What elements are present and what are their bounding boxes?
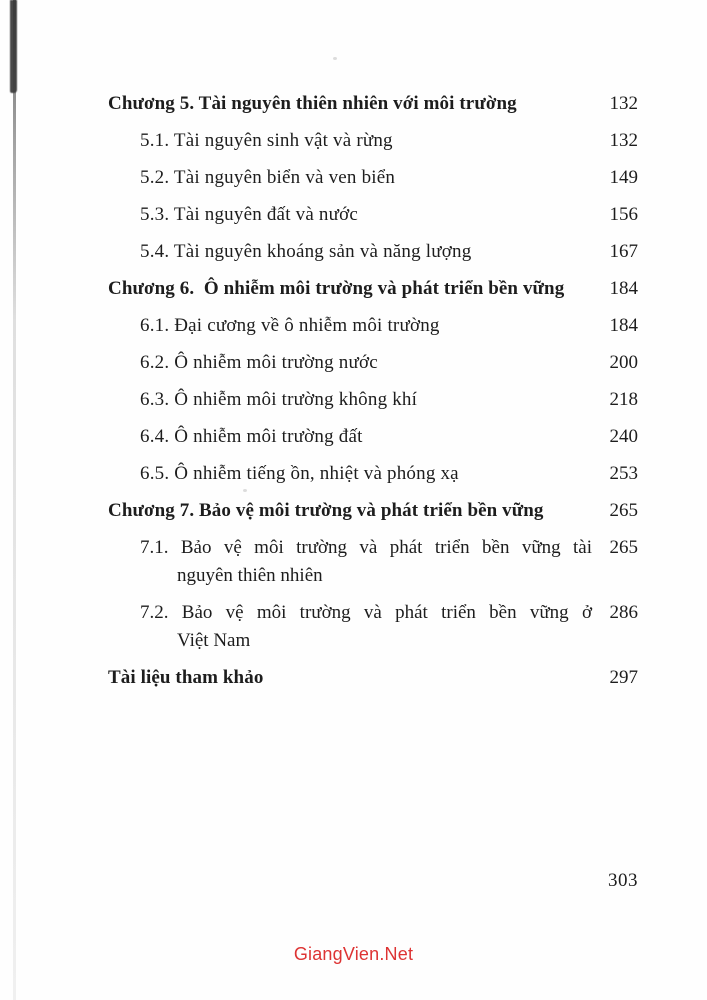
page-number: 303 xyxy=(608,870,638,891)
toc-page-number: 132 xyxy=(609,130,638,151)
toc-entry-line1: 7.1. Bảo vệ môi trường và phát triển bền vững tài xyxy=(140,537,592,558)
toc-row-section-7-2 xyxy=(108,599,638,655)
toc-row-section-6-3 xyxy=(108,386,638,414)
toc-row-section-5-4 xyxy=(108,238,638,266)
toc-entry-label xyxy=(108,534,592,590)
toc-entry-label xyxy=(108,599,592,655)
toc-row-section-5-2 xyxy=(108,164,638,192)
toc-page-number: 265 xyxy=(609,537,638,558)
toc-row-section-5-1 xyxy=(108,127,638,155)
toc-row-chapter-6 xyxy=(108,275,638,303)
toc-page-number: 132 xyxy=(609,93,638,114)
scan-artifact-left-line xyxy=(13,0,16,1000)
watermark-text: GiangVien.Net xyxy=(293,944,414,964)
toc-entry-label: 5.3. Tài nguyên đất và nước xyxy=(140,204,358,225)
toc-entry-label: 5.1. Tài nguyên sinh vật và rừng xyxy=(140,130,393,151)
toc-page-number: 184 xyxy=(609,315,638,336)
toc-page-number: 167 xyxy=(609,241,638,262)
toc-page-number: 240 xyxy=(609,426,638,447)
toc-row-section-7-1 xyxy=(108,534,638,590)
toc-entry-label: 6.5. Ô nhiễm tiếng ồn, nhiệt và phóng xạ xyxy=(140,463,459,484)
toc-entry-label: 6.4. Ô nhiễm môi trường đất xyxy=(140,426,363,447)
toc-entry-line2: nguyên thiên nhiên xyxy=(177,565,323,586)
toc-row-chapter-7 xyxy=(108,497,638,525)
toc-row-section-6-2 xyxy=(108,349,638,377)
toc-page-number: 149 xyxy=(609,167,638,188)
table-of-contents xyxy=(108,90,638,701)
toc-entry-line1: 7.2. Bảo vệ môi trường và phát triển bền vững ở xyxy=(140,602,592,623)
toc-entry-label: 6.1. Đại cương về ô nhiễm môi trường xyxy=(140,315,440,336)
toc-row-references xyxy=(108,664,638,692)
toc-row-chapter-5 xyxy=(108,90,638,118)
toc-entry-label: 6.2. Ô nhiễm môi trường nước xyxy=(140,352,378,373)
scan-speck xyxy=(333,57,337,60)
toc-row-section-5-3 xyxy=(108,201,638,229)
toc-entry-label: 6.3. Ô nhiễm môi trường không khí xyxy=(140,389,418,410)
toc-page-number: 286 xyxy=(609,602,638,623)
toc-entry-label: Chương 6. Ô nhiễm môi trường và phát triển bền vững xyxy=(108,278,565,299)
toc-page-number: 184 xyxy=(609,278,638,299)
toc-row-section-6-5 xyxy=(108,460,638,488)
toc-entry-label: Chương 5. Tài nguyên thiên nhiên với môi trường xyxy=(108,93,517,114)
toc-page-number: 156 xyxy=(609,204,638,225)
toc-entry-label: 5.2. Tài nguyên biển và ven biển xyxy=(140,167,396,188)
toc-entry-label: Chương 7. Bảo vệ môi trường và phát triển bền vững xyxy=(108,500,544,521)
toc-page-number: 253 xyxy=(609,463,638,484)
toc-entry-label: 5.4. Tài nguyên khoáng sản và năng lượng xyxy=(140,241,472,262)
toc-page-number: 265 xyxy=(609,500,638,521)
toc-entry-line2: Việt Nam xyxy=(177,630,251,651)
toc-row-section-6-4 xyxy=(108,423,638,451)
toc-row-section-6-1 xyxy=(108,312,638,340)
toc-page-number: 218 xyxy=(609,389,638,410)
toc-page-number: 200 xyxy=(609,352,638,373)
toc-page-number: 297 xyxy=(609,667,638,688)
toc-entry-label: Tài liệu tham khảo xyxy=(108,667,264,688)
